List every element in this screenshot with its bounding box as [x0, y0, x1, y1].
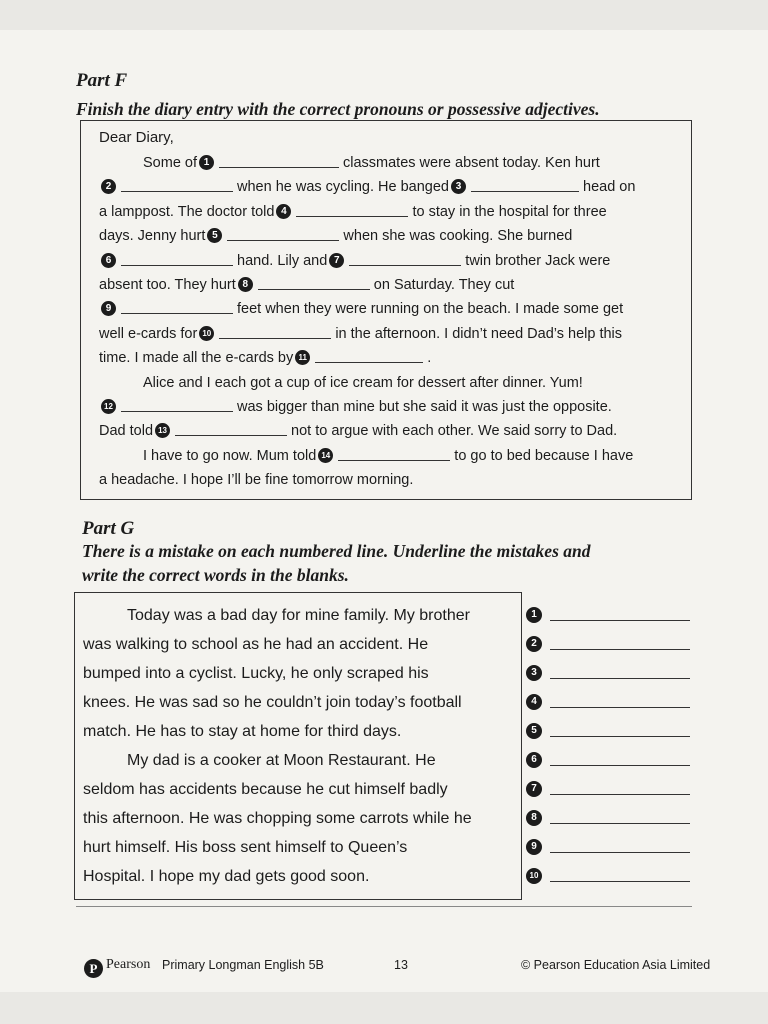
question-number-badge: 13: [155, 423, 170, 438]
diary-line: [99, 301, 623, 317]
footer-brand: Pearson: [106, 957, 151, 972]
question-number-badge: 9: [101, 301, 116, 316]
question-number-badge: 3: [451, 179, 466, 194]
story-line: match. He has to stay at home for third days.: [83, 723, 402, 740]
answer-blank[interactable]: [121, 190, 233, 192]
answer-blank[interactable]: [550, 764, 690, 766]
story-line: knees. He was sad so he couldn’t join today’s football: [83, 694, 462, 711]
diary-line: [99, 423, 617, 439]
answer-blank[interactable]: [121, 264, 233, 266]
answer-blank[interactable]: [550, 880, 690, 882]
answer-row: [526, 837, 690, 855]
answer-blank[interactable]: [550, 735, 690, 737]
diary-box: [80, 120, 692, 500]
story-line: My dad is a cooker at Moon Restaurant. He: [127, 752, 436, 769]
answer-row: [526, 866, 690, 884]
answer-blank[interactable]: [175, 434, 287, 436]
diary-text: twin brother Jack were: [465, 252, 611, 269]
diary-text: absent too. They hurt: [99, 277, 236, 293]
answer-row: [526, 605, 690, 623]
diary-line: [143, 448, 633, 464]
answer-number-badge: 9: [526, 839, 542, 855]
answer-blank[interactable]: [349, 264, 461, 266]
answer-row: [526, 634, 690, 652]
answer-blank[interactable]: [219, 166, 339, 168]
answer-row: [526, 779, 690, 797]
answer-blank[interactable]: [471, 190, 579, 192]
diary-text: well e-cards for: [99, 325, 198, 342]
diary-line: [99, 399, 612, 415]
answer-number-badge: 8: [526, 810, 542, 826]
diary-text: feet when they were running on the beach. I made some get: [237, 301, 624, 318]
answer-row: [526, 721, 690, 739]
question-number-badge: 5: [207, 228, 222, 243]
answer-blank[interactable]: [258, 288, 370, 290]
diary-line: [143, 375, 583, 391]
story-line: was walking to school as he had an accident. He: [83, 636, 429, 653]
worksheet-page: [0, 30, 768, 992]
answer-number-badge: 3: [526, 665, 542, 681]
question-number-badge: 4: [276, 204, 291, 219]
question-number-badge: 8: [238, 277, 253, 292]
diary-text: when she was cooking. She burned: [343, 228, 573, 245]
answer-number-badge: 10: [526, 868, 542, 884]
question-number-badge: 1: [199, 155, 214, 170]
story-line: Today was a bad day for mine family. My brother: [127, 607, 470, 624]
diary-line: [143, 155, 600, 171]
part-g-title: Part G: [82, 518, 135, 539]
question-number-badge: 14: [318, 448, 333, 463]
answer-row: [526, 663, 690, 681]
diary-text: to stay in the hospital for three: [412, 203, 607, 220]
footer-copyright: © Pearson Education Asia Limited: [521, 958, 711, 972]
diary-text: head on: [583, 179, 636, 196]
story-line: this afternoon. He was chopping some carrots while he: [83, 810, 472, 827]
answer-blank[interactable]: [550, 706, 690, 708]
diary-text: to go to bed because I have: [454, 447, 634, 464]
footer-page-number: 13: [394, 958, 408, 972]
diary-text: was bigger than mine but she said it was just the opposite.: [237, 399, 612, 415]
diary-text: a headache. I hope I’ll be fine tomorrow morning.: [99, 472, 414, 489]
part-g-instruction-line2: write the correct words in the blanks.: [82, 565, 349, 585]
answer-number-badge: 1: [526, 607, 542, 623]
diary-text: a lamppost. The doctor told: [99, 203, 275, 220]
diary-text: I have to go now. Mum told: [143, 447, 317, 464]
answer-number-badge: 2: [526, 636, 542, 652]
diary-text: on Saturday. They cut: [373, 277, 515, 293]
question-number-badge: 10: [199, 326, 214, 341]
question-number-badge: 6: [101, 253, 116, 268]
story-box: [74, 592, 522, 900]
diary-line: [99, 204, 607, 220]
diary-line: [99, 350, 431, 366]
footer-book-title: Primary Longman English 5B: [162, 958, 324, 972]
diary-text: days. Jenny hurt: [99, 228, 206, 245]
diary-line: [99, 179, 635, 195]
story-line: bumped into a cyclist. Lucky, he only scraped his: [83, 665, 429, 682]
diary-text: Alice and I each got a cup of ice cream for dessert after dinner. Yum!: [143, 374, 583, 391]
diary-line: [99, 326, 622, 342]
part-g-instruction-line1: There is a mistake on each numbered line. Underline the mistakes and: [82, 541, 591, 561]
question-number-badge: 11: [295, 350, 310, 365]
answer-number-badge: 5: [526, 723, 542, 739]
question-number-badge: 12: [101, 399, 116, 414]
diary-text: .: [427, 350, 432, 367]
answer-blank[interactable]: [338, 459, 450, 461]
answer-row: [526, 692, 690, 710]
diary-text: in the afternoon. I didn’t need Dad’s help this: [335, 325, 623, 342]
answer-blank[interactable]: [219, 337, 331, 339]
answer-blank[interactable]: [121, 410, 233, 412]
diary-text: hand. Lily and: [237, 252, 328, 269]
answer-blank[interactable]: [550, 677, 690, 679]
answer-blank[interactable]: [550, 822, 690, 824]
diary-line: [99, 228, 572, 244]
answer-blank[interactable]: [121, 312, 233, 314]
diary-text: time. I made all the e-cards by: [99, 350, 294, 367]
diary-text: Some of: [143, 155, 197, 171]
diary-text: when he was cycling. He banged: [237, 179, 449, 196]
answer-number-badge: 4: [526, 694, 542, 710]
answer-row: [526, 750, 690, 768]
answer-blank[interactable]: [315, 361, 423, 363]
answer-row: [526, 808, 690, 826]
story-line: seldom has accidents because he cut himself badly: [83, 781, 448, 798]
footer-divider: [76, 906, 692, 907]
diary-line: [99, 253, 610, 269]
pearson-logo-icon: P: [84, 959, 103, 978]
story-line: Hospital. I hope my dad gets good soon.: [83, 868, 370, 885]
answer-blank[interactable]: [296, 215, 408, 217]
answer-number-badge: 7: [526, 781, 542, 797]
part-f-title: Part F: [76, 70, 128, 91]
diary-greeting: Dear Diary,: [99, 129, 174, 146]
answer-number-badge: 6: [526, 752, 542, 768]
diary-text: classmates were absent today. Ken hurt: [343, 155, 600, 171]
question-number-badge: 7: [329, 253, 344, 268]
answer-blank[interactable]: [550, 619, 690, 621]
answer-blank[interactable]: [550, 793, 690, 795]
diary-text: Dad told: [99, 423, 154, 440]
diary-line: [99, 277, 514, 293]
answer-blank[interactable]: [227, 239, 339, 241]
question-number-badge: 2: [101, 179, 116, 194]
part-f-instruction: Finish the diary entry with the correct pronouns or possessive adjectives.: [76, 99, 600, 119]
diary-text: not to argue with each other. We said sorry to Dad.: [291, 423, 618, 440]
answer-blank[interactable]: [550, 851, 690, 853]
story-line: hurt himself. His boss sent himself to Queen’s: [83, 839, 408, 856]
answer-blank[interactable]: [550, 648, 690, 650]
diary-line: [99, 472, 413, 488]
